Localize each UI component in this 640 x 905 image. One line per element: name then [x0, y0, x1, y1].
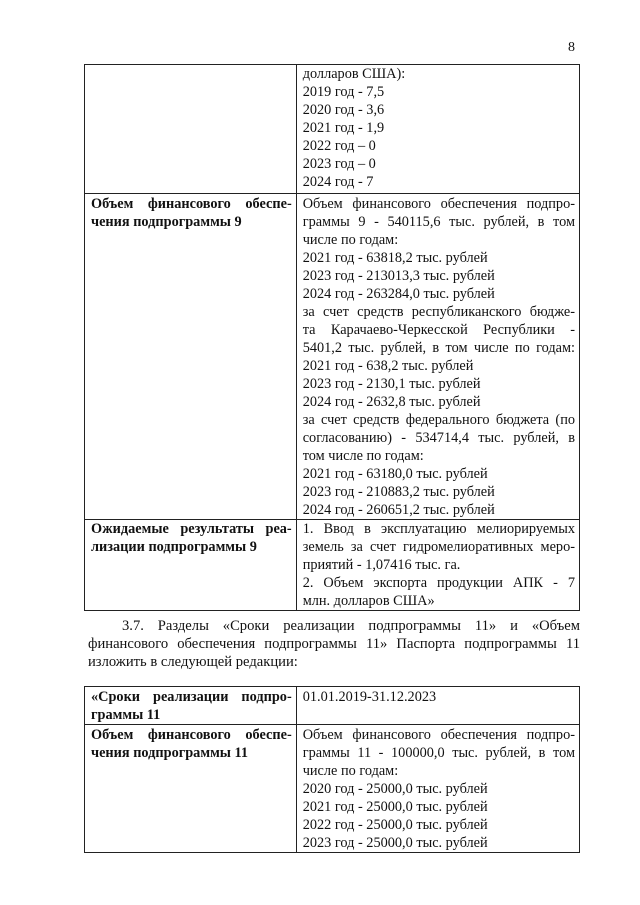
- results-label-cell: [85, 520, 297, 611]
- continuation-value-cell: [296, 65, 579, 194]
- text-line: 2024 год - 7: [302, 174, 374, 190]
- text-line: 2023 год - 25000,0 тыс. рублей: [302, 835, 488, 851]
- text-line: 2023 год - 2130,1 тыс. рублей: [302, 376, 481, 392]
- table-row: [85, 725, 580, 853]
- label-line: Ожидаемые результаты реа-: [91, 521, 292, 537]
- table-row: [85, 520, 580, 611]
- text-line: за счет средств республиканского бюдже-: [302, 304, 575, 320]
- text-line: долларов США):: [302, 66, 406, 82]
- label-line: чения подпрограммы 11: [91, 745, 249, 761]
- page-number: 8: [568, 40, 575, 55]
- text-line: 2024 год - 260651,2 тыс. рублей: [302, 502, 495, 518]
- text-line: 01.01.2019-31.12.2023: [302, 689, 437, 705]
- passport-table-9: [84, 64, 580, 611]
- text-line: 2021 год - 63180,0 тыс. рублей: [302, 466, 488, 482]
- text-line: 2021 год - 25000,0 тыс. рублей: [302, 799, 488, 815]
- table-row: [85, 194, 580, 520]
- text-line: числе по годам:: [302, 763, 399, 779]
- text-line: 2020 год - 25000,0 тыс. рублей: [302, 781, 488, 797]
- text-line: 2019 год - 7,5: [302, 84, 385, 100]
- text-line: та Карачаево-Черкесской Республики -: [302, 322, 575, 338]
- amendment-paragraph: [88, 617, 580, 671]
- text-line: млн. долларов США»: [302, 593, 435, 609]
- text-line: земель за счет гидромелиоративных меро-: [302, 539, 575, 555]
- text-line: 2020 год - 3,6: [302, 102, 385, 118]
- terms-value-cell: [296, 687, 579, 725]
- text-line: числе по годам:: [302, 232, 399, 248]
- financing-value-cell: [296, 194, 579, 520]
- passport-table-11: [84, 686, 580, 853]
- text-line: 2022 год – 0: [302, 138, 376, 154]
- terms-label-cell: [85, 687, 297, 725]
- continuation-label-cell: [85, 65, 297, 194]
- label-line: «Сроки реализации подпро-: [91, 689, 292, 705]
- paragraph-line: 3.7. Разделы «Сроки реализации подпрограммы 11» и «Объем: [122, 618, 580, 634]
- financing-label-cell: [85, 725, 297, 853]
- text-line: за счет средств федерального бюджета (по: [302, 412, 575, 428]
- text-line: 1. Ввод в эксплуатацию мелиорируемых: [302, 521, 575, 537]
- text-line: 2023 год - 210883,2 тыс. рублей: [302, 484, 495, 500]
- text-line: 2024 год - 263284,0 тыс. рублей: [302, 286, 495, 302]
- label-line: Объем финансового обеспе-: [91, 727, 292, 743]
- label-line: лизации подпрограммы 9: [91, 539, 257, 555]
- paragraph-line: изложить в следующей редакции:: [88, 654, 298, 670]
- text-line: Объем финансового обеспечения подпро-: [302, 727, 575, 743]
- text-line: том числе по годам:: [302, 448, 424, 464]
- text-line: граммы 11 - 100000,0 тыс. рублей, в том: [302, 745, 575, 761]
- label-line: граммы 11: [91, 707, 161, 723]
- text-line: 2021 год - 638,2 тыс. рублей: [302, 358, 474, 374]
- label-line: Объем финансового обеспе-: [91, 196, 292, 212]
- label-line: чения подпрограммы 9: [91, 214, 242, 230]
- text-line: Объем финансового обеспечения подпро-: [302, 196, 575, 212]
- text-line: 2023 год – 0: [302, 156, 376, 172]
- text-line: 2023 год - 213013,3 тыс. рублей: [302, 268, 495, 284]
- text-line: 2. Объем экспорта продукции АПК - 7: [302, 575, 575, 591]
- table-row: [85, 65, 580, 194]
- text-line: приятий - 1,07416 тыс. га.: [302, 557, 461, 573]
- text-line: 2022 год - 25000,0 тыс. рублей: [302, 817, 488, 833]
- text-line: 2021 год - 1,9: [302, 120, 385, 136]
- text-line: 2024 год - 2632,8 тыс. рублей: [302, 394, 481, 410]
- financing-label-cell: [85, 194, 297, 520]
- text-line: 2021 год - 63818,2 тыс. рублей: [302, 250, 488, 266]
- paragraph-line: финансового обеспечения подпрограммы 11» Паспорта подпрограммы 11: [88, 636, 580, 652]
- results-value-cell: [296, 520, 579, 611]
- text-line: 5401,2 тыс. рублей, в том числе по годам:: [302, 340, 575, 356]
- text-line: граммы 9 - 540115,6 тыс. рублей, в том: [302, 214, 575, 230]
- text-line: согласованию) - 534714,4 тыс. рублей, в: [302, 430, 575, 446]
- table-row: [85, 687, 580, 725]
- financing-value-cell: [296, 725, 579, 853]
